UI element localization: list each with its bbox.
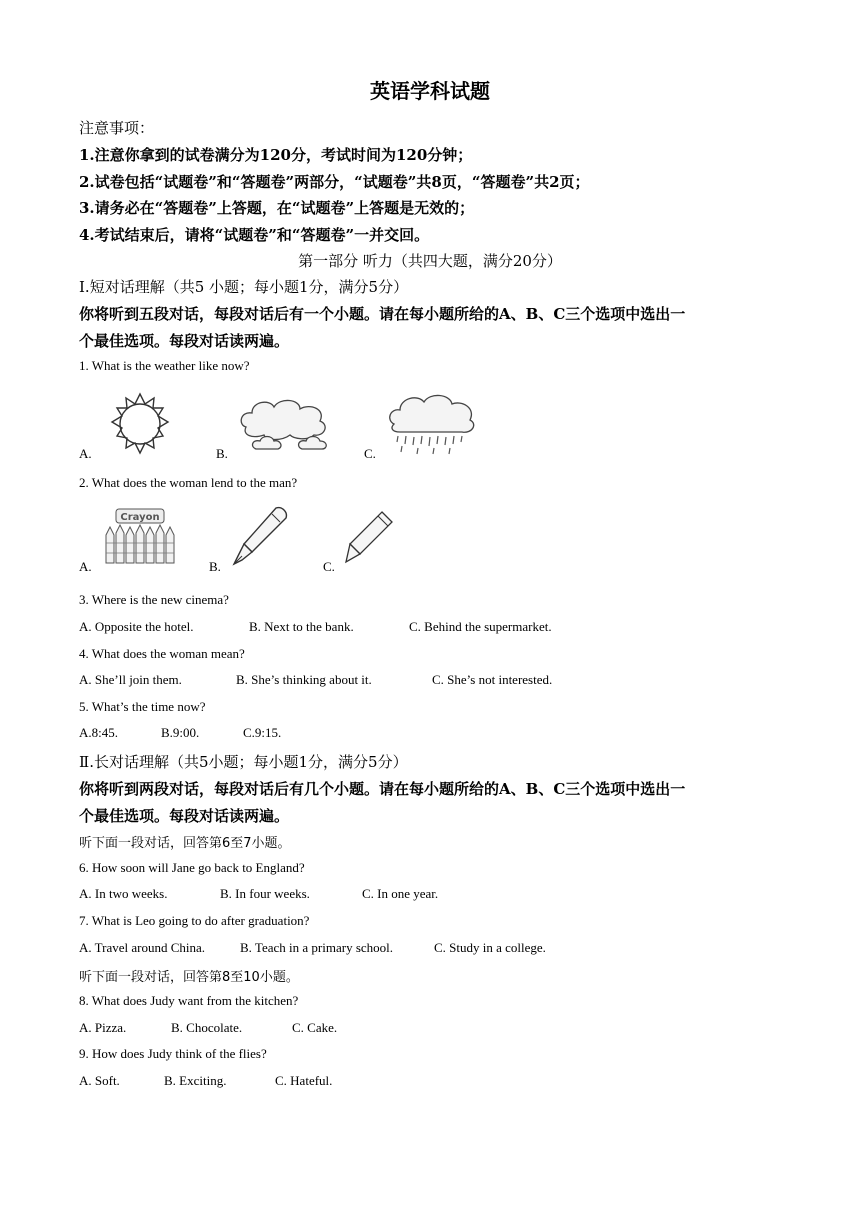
section2-instruction-line1: 你将听到两段对话，每段对话后有几个小题。请在每小题所给的A、B、C三个选项中选出一 <box>79 780 686 798</box>
dialogue-2-intro: 听下面一段对话，回答第8至10小题。 <box>79 970 299 985</box>
q9-option-c[interactable]: C. Hateful. <box>275 1073 333 1088</box>
q2-option-a-label: A. <box>79 559 92 574</box>
pencil-icon <box>342 508 396 566</box>
q5-option-b[interactable]: B.9:00. <box>161 725 200 740</box>
q5-option-a[interactable]: A.8:45. <box>79 725 118 740</box>
question-9: 9. How does Judy think of the flies? <box>79 1046 267 1061</box>
note-item-1: 1.注意你拿到的试卷满分为120分，考试时间为120分钟； <box>79 146 473 164</box>
q6-option-a[interactable]: A. In two weeks. <box>79 886 168 901</box>
q9-option-b[interactable]: B. Exciting. <box>164 1073 227 1088</box>
sun-icon <box>100 390 182 456</box>
question-6: 6. How soon will Jane go back to England? <box>79 860 305 875</box>
notes-heading: 注意事项： <box>79 119 155 137</box>
note-item-2: 2.试卷包括“试题卷”和“答题卷”两部分，“试题卷”共8页，“答题卷”共2页； <box>79 173 590 191</box>
fountain-pen-icon <box>228 504 294 570</box>
crayon-box-icon <box>98 505 182 569</box>
q1-option-c-label: C. <box>364 446 376 461</box>
q8-option-a[interactable]: A. Pizza. <box>79 1020 127 1035</box>
note-item-4: 4.考试结束后，请将“试题卷”和“答题卷”一并交回。 <box>79 226 430 244</box>
cloud-icon <box>236 395 336 457</box>
section2-heading: Ⅱ.长对话理解（共5小题；每小题1分，满分5分） <box>79 753 408 771</box>
q6-option-c[interactable]: C. In one year. <box>362 886 439 901</box>
q2-option-c-label: C. <box>323 559 335 574</box>
q7-option-b[interactable]: B. Teach in a primary school. <box>240 940 394 955</box>
q8-option-c[interactable]: C. Cake. <box>292 1020 338 1035</box>
question-3: 3. Where is the new cinema? <box>79 592 229 607</box>
crayon-box-word: Crayon <box>120 512 160 523</box>
q8-option-b[interactable]: B. Chocolate. <box>171 1020 243 1035</box>
question-8: 8. What does Judy want from the kitchen? <box>79 993 299 1008</box>
q9-option-a[interactable]: A. Soft. <box>79 1073 120 1088</box>
q3-option-a[interactable]: A. Opposite the hotel. <box>79 619 194 634</box>
section1-instruction-line1: 你将听到五段对话，每段对话后有一个小题。请在每小题所给的A、B、C三个选项中选出一 <box>79 305 686 323</box>
question-5: 5. What’s the time now? <box>79 699 206 714</box>
q7-option-a[interactable]: A. Travel around China. <box>79 940 206 955</box>
rain-cloud-icon <box>386 390 478 456</box>
section1-instruction-line2: 个最佳选项。每段对话读两遍。 <box>79 332 290 350</box>
q4-option-a[interactable]: A. She’ll join them. <box>79 672 182 687</box>
section1-heading: Ⅰ.短对话理解（共5 小题；每小题1分，满分5分） <box>79 278 409 296</box>
note-item-3: 3.请务必在“答题卷”上答题，在“试题卷”上答题是无效的； <box>79 199 475 217</box>
q4-option-b[interactable]: B. She’s thinking about it. <box>236 672 372 687</box>
q4-option-c[interactable]: C. She’s not interested. <box>432 672 553 687</box>
q3-option-c[interactable]: C. Behind the supermarket. <box>409 619 552 634</box>
dialogue-1-intro: 听下面一段对话，回答第6至7小题。 <box>79 836 291 851</box>
question-4: 4. What does the woman mean? <box>79 646 245 661</box>
q1-option-a-label: A. <box>79 446 92 461</box>
q7-option-c[interactable]: C. Study in a college. <box>434 940 546 955</box>
q6-option-b[interactable]: B. In four weeks. <box>220 886 310 901</box>
q3-option-b[interactable]: B. Next to the bank. <box>249 619 354 634</box>
part1-heading: 第一部分 听力（共四大题，满分20分） <box>298 252 562 270</box>
page-title: 英语学科试题 <box>370 79 490 103</box>
q2-option-b-label: B. <box>209 559 221 574</box>
question-2: 2. What does the woman lend to the man? <box>79 475 298 490</box>
q1-option-b-label: B. <box>216 446 228 461</box>
q5-option-c[interactable]: C.9:15. <box>243 725 282 740</box>
question-7: 7. What is Leo going to do after graduation? <box>79 913 310 928</box>
section2-instruction-line2: 个最佳选项。每段对话读两遍。 <box>79 807 290 825</box>
question-1: 1. What is the weather like now? <box>79 358 250 373</box>
